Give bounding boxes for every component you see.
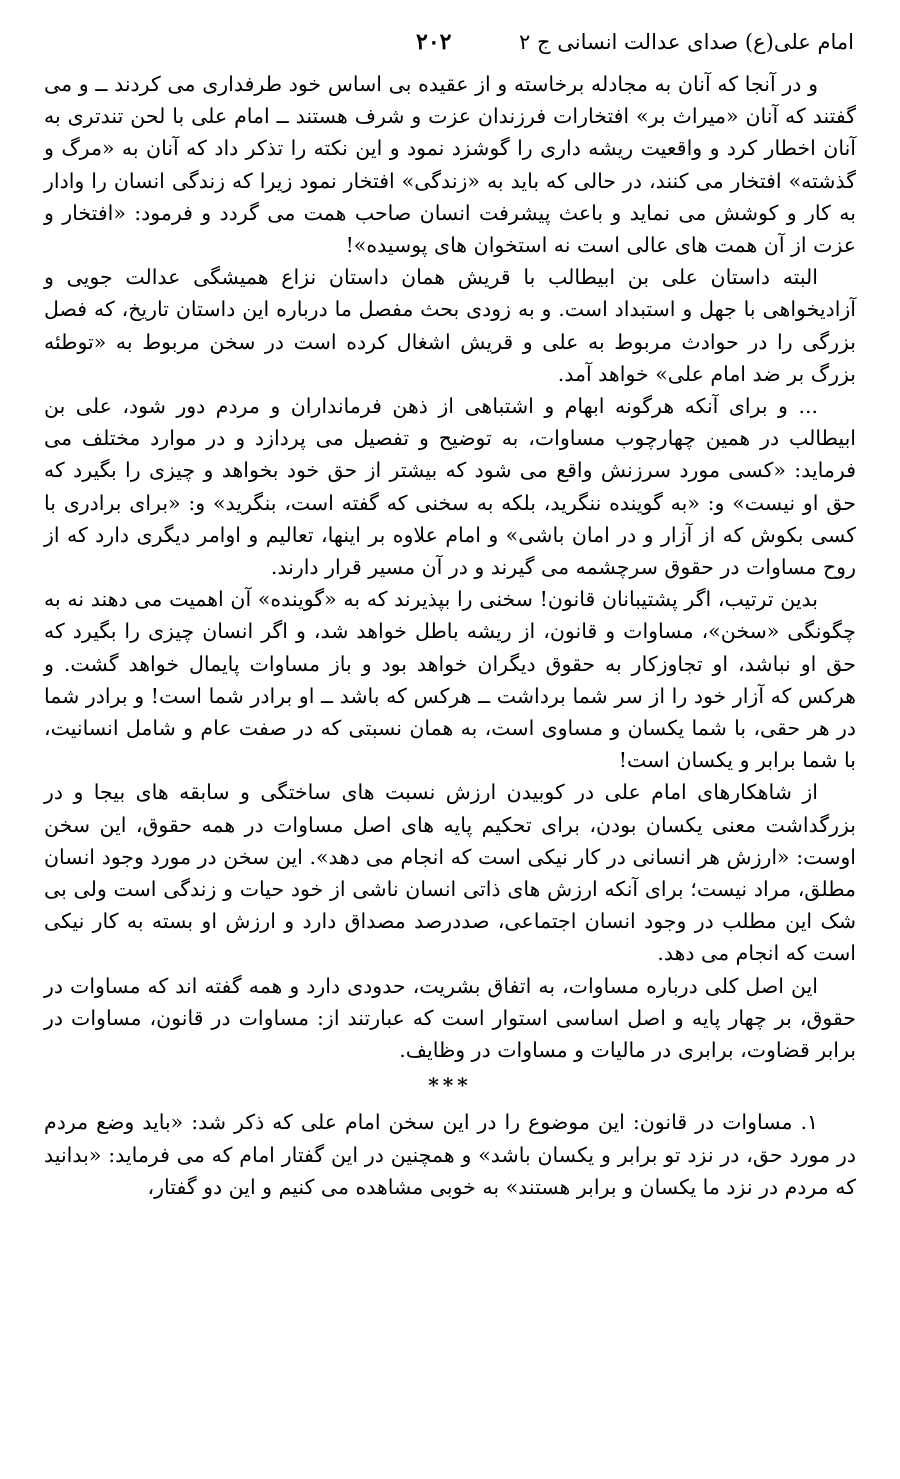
- paragraph-5: از شاهکارهای امام علی در کوبیدن ارزش نسبت های ساختگی و سابقه های بیجا و در بزرگداشت معنی یکسان بودن، برای تحکیم پایه های اصل مساوات در همه حقوق، این سخن اوست: «ارزش هر انسانی در کار نیکی است که انجام می دهد». این سخن در مورد وجود انسان مطلق، مراد نیست؛ برای آنکه ارزش های ذاتی انسان ناشی از خود حیات و زندگی است ولی بی شک این مطلب در وجود انسان اجتماعی، صددرصد مصداق دارد و ارزش او بسته به کار نیکی است که انجام می دهد.: [44, 780, 856, 966]
- running-title: امام علی(ع) صدای عدالت انسانی ج ۲: [519, 30, 854, 54]
- document-page: [44, 22, 856, 1462]
- paragraph-3: ... و برای آنکه هرگونه ابهام و اشتباهی از ذهن فرمانداران و مردم دور شود، علی بن ابیطالب در همین چهارچوب مساوات، به توضیح و تفصیل می پردازد و در موارد مختلف می فرماید: «کسی مورد سرزنش واقع می شود که بیشتر از حق خود بخواهد و چیزی را بگیرد که حق او نیست» و: «به گوینده ننگرید، بلکه به سخنی که گفته است، بنگرید» و: «برای برادری با کسی بکوش که از آزار و در امان باشی» و امام علاوه بر اینها، تعالیم و اوامر دیگری دارد که از روح مساوات در حقوق سرچشمه می گیرند و در آن مسیر قرار دارند.: [44, 394, 856, 580]
- page-header: [44, 22, 856, 68]
- page-number: ۲۰۲: [416, 29, 452, 55]
- paragraph-7: ۱. مساوات در قانون: این موضوع را در این سخن امام علی که ذکر شد: «باید وضع مردم در مورد حق، در نزد تو برابر و یکسان باشد» و همچنین در این گفتار امام که می فرماید: «بدانید که مردم در نزد ما یکسان و برابر هستند» به خوبی مشاهده می کنیم و این دو گفتار،: [44, 1110, 856, 1199]
- paragraph-1: و در آنجا که آنان به مجادله برخاسته و از عقیده بی اساس خود طرفداری می کردند ــ و می گفتند که آنان «میراث بر» افتخارات فرزندان عزت و شرف هستند ــ امام علی با لحن تندتری به آنان اخطار کرد و واقعیت ریشه داری را گوشزد نمود و این نکته را تذکر داد که آنان به «مرگ و گذشته» افتخار می کنند، در حالی که باید به «زندگی» افتخار نمود زیرا که زندگی انسان را وادار به کار و کوشش می نماید و باعث پیشرفت انسان صاحب همت می گردد و فرمود: «افتخار و عزت از آن همت های عالی است نه استخوان های پوسیده»!: [44, 72, 856, 258]
- paragraph-4: بدین ترتیب، اگر پشتیبانان قانون! سخنی را بپذیرند که به «گوینده» آن اهمیت می دهند نه به چگونگی «سخن»، مساوات و قانون، از ریشه باطل خواهد شد، و اگر انسان چیزی را بگیرد که حق او نباشد، او تجاوزکار به حقوق دیگران خواهد بود و باز مساوات پایمال خواهد گشت. و هرکس که آزار خود را از سر شما برداشت ــ هرکس که باشد ــ او برادر شما است! و برادر شما در هر حقی، با شما یکسان و مساوی است، به همان نسبتی که در صفت عام و شامل انسانیت، با شما برابر و یکسان است!: [44, 587, 856, 773]
- section-separator: ***: [428, 1073, 472, 1098]
- paragraph-2: البته داستان علی بن ابیطالب با قریش همان داستان نزاع همیشگی عدالت جویی و آزادیخواهی با جهل و استبداد است. و به زودی بحث مفصل ما درباره این داستان تاریخ، که فصل بزرگی را در حوادث مربوط به علی و قریش اشغال کرده است در سخن مربوط به «توطئه بزرگ بر ضد امام علی» خواهد آمد.: [44, 265, 856, 386]
- paragraph-6: این اصل کلی درباره مساوات، به اتفاق بشریت، حدودی دارد و همه گفته اند که مساوات در حقوق، بر چهار پایه و اصل اساسی استوار است که عبارتند از: مساوات در قانون، مساوات در برابر قضاوت، برابری در مالیات و مساوات در وظایف.: [44, 973, 856, 1063]
